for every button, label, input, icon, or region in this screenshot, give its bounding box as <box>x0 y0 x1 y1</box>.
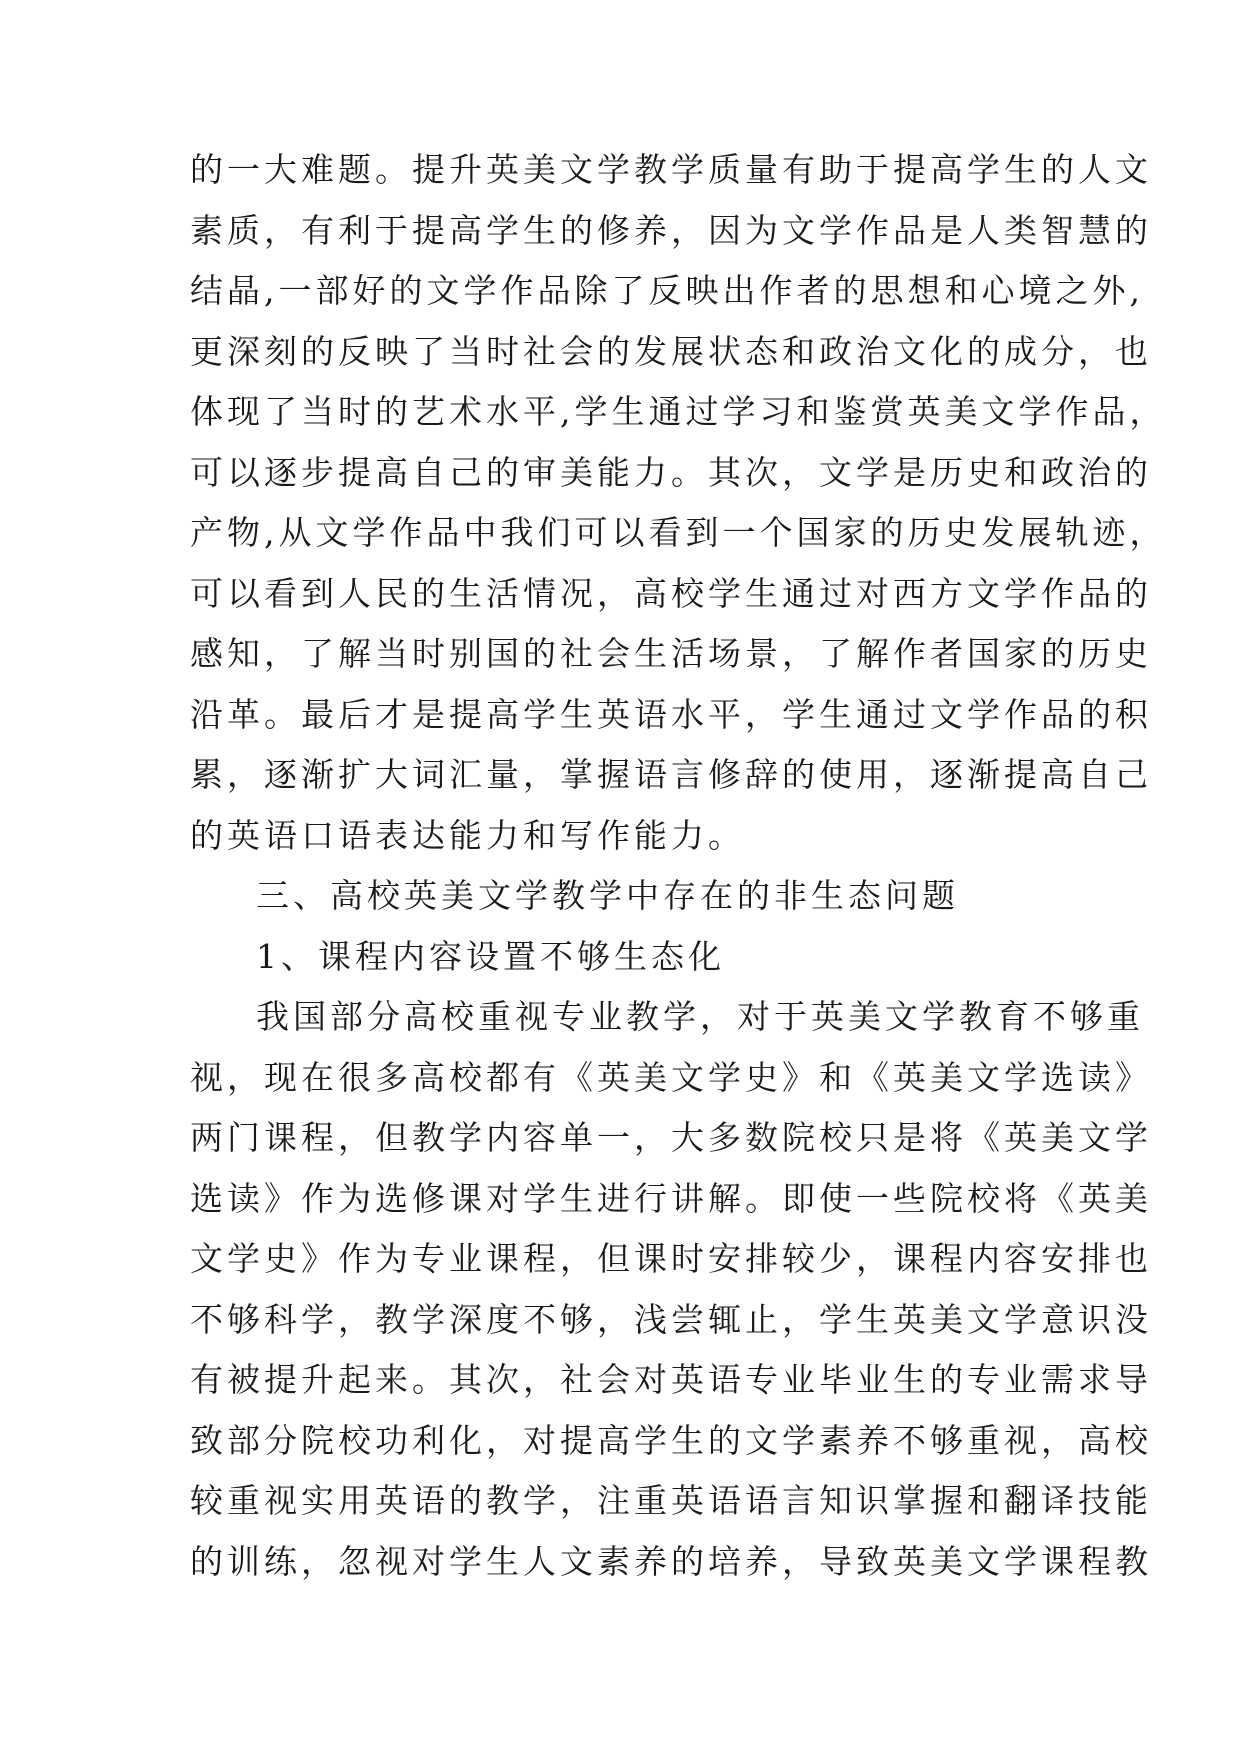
section-heading: 三、高校英美文学教学中存在的非生态问题 <box>256 876 959 915</box>
text-line: 结晶,一部好的文学作品除了反映出作者的思想和心境之外, <box>190 271 1144 310</box>
text-line: 选读》作为选修课对学生进行讲解。即使一些院校将《英美 <box>190 1178 1152 1218</box>
text-line: 素质，有利于提高学生的修养，因为文学作品是人类智慧的 <box>190 210 1152 250</box>
text-line: 沿革。最后才是提高学生英语水平，学生通过文学作品的积 <box>190 694 1152 734</box>
text-line: 累，逐渐扩大词汇量，掌握语言修辞的使用，逐渐提高自己 <box>190 755 1152 794</box>
text-line: 体现了当时的艺术水平,学生通过学习和鉴赏英美文学作品， <box>190 392 1167 431</box>
subsection-heading: 1、课程内容设置不够生态化 <box>256 936 725 976</box>
text-line: 较重视实用英语的教学，注重英语语言知识掌握和翻译技能 <box>190 1481 1152 1520</box>
text-line: 可以逐步提高自己的审美能力。其次，文学是历史和政治的 <box>190 452 1152 492</box>
text-line: 视，现在很多高校都有《英美文学史》和《英美文学选读》 <box>190 1057 1152 1097</box>
text-line: 的训练，忽视对学生人文素养的培养，导致英美文学课程教 <box>190 1541 1152 1581</box>
text-line: 产物,从文学作品中我们可以看到一个国家的历史发展轨迹， <box>190 513 1167 552</box>
text-line: 有被提升起来。其次，社会对英语专业毕业生的专业需求导 <box>190 1360 1152 1399</box>
text-line: 我国部分高校重视专业教学，对于英美文学教育不够重 <box>256 997 1144 1036</box>
text-line: 致部分院校功利化，对提高学生的文学素养不够重视，高校 <box>190 1420 1152 1460</box>
body-text <box>190 140 1167 1592</box>
text-line: 的一大难题。提升英美文学教学质量有助于提高学生的人文 <box>190 150 1152 189</box>
text-line: 可以看到人民的生活情况，高校学生通过对西方文学作品的 <box>190 573 1152 613</box>
text-line: 不够科学，教学深度不够，浅尝辄止，学生英美文学意识没 <box>190 1299 1152 1339</box>
text-line: 文学史》作为专业课程，但课时安排较少，课程内容安排也 <box>190 1239 1152 1278</box>
text-line: 更深刻的反映了当时社会的发展状态和政治文化的成分，也 <box>190 331 1152 371</box>
text-line: 两门课程，但教学内容单一，大多数院校只是将《英美文学 <box>190 1118 1152 1157</box>
text-line: 的英语口语表达能力和写作能力。 <box>190 815 745 855</box>
text-line: 感知，了解当时别国的社会生活场景，了解作者国家的历史 <box>190 634 1152 673</box>
